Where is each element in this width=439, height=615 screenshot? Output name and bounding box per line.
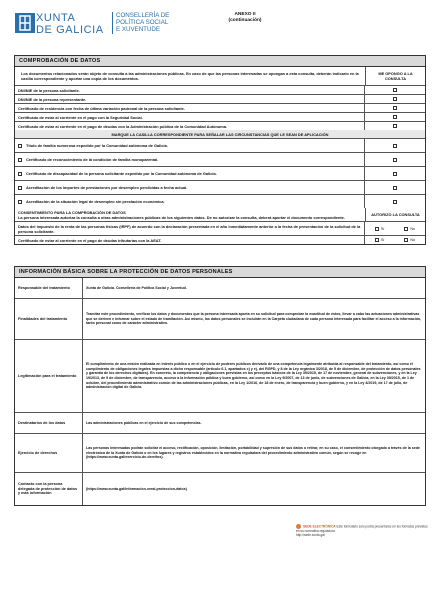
circumstance-label: Certificado de discapacidad de la persona solicitante expedido por la Comunidad autónoma de Galicia. [26, 171, 217, 176]
circumstance-label: Certificado de reconocimiento de la condición de familia monoparental. [26, 157, 159, 162]
circumstance-label: Acreditación de los importes de prestaciones por desempleo percibidas a fecha actual. [26, 185, 188, 190]
circumstance-checkbox[interactable] [18, 186, 22, 190]
no-checkbox[interactable] [404, 227, 408, 231]
yes-option[interactable] [375, 238, 384, 242]
yes-no-cell [364, 236, 425, 244]
table-row [15, 95, 425, 104]
table-row [15, 181, 425, 195]
no-label: No [410, 226, 415, 231]
table-row [15, 473, 425, 505]
intro-text: Los documentos relacionados serán objeto de consulta a las administraciones públicas. En caso de que las personas interesadas se opongan a esta consulta, deberán indicarlo en la casilla correspondiente y aportar una copia de los documentos. [21, 71, 359, 81]
footer-url[interactable]: http://sede.xunta.gal [296, 533, 325, 537]
auth-header: CONSENTIMIENTO PARA LA COMPROBACIÓN DE DATOS [18, 209, 126, 215]
yes-no-cell [364, 222, 425, 235]
oppose-row-label: DNI/NIE de la persona representante. [18, 96, 87, 102]
table-row [15, 434, 425, 473]
oppose-checkbox[interactable] [393, 124, 397, 128]
table-row [15, 122, 425, 130]
circumstance-label: Título de familia numerosa expedido por la Comunidad autónoma de Galicia. [26, 143, 168, 148]
authorize-rows [15, 222, 425, 244]
privacy-row-text: El cumplimiento de una misión realizada en interés público o en el ejercicio de poderes públicos derivado de una competencia legalmente atribuida al responsable del tratamiento, así como el cumplimiento de obligaciones legales impuestas a dicho responsable (artículo 6.1, apartados c) y e), del RGPD, y 8 de la Ley orgánica 3/2018, de 5 de diciembre, de protección de datos personales y garantía de los derechos digitales). En concreto, la competencia y obligaciones previstas en los preceptos básicos de la Ley 39/2015, de 17 de noviembre, general de subvenciones, y en la Ley 19/2013, de 9 de diciembre, de transparencia, acceso a la información pública y buen gobierno, así como en la Ley 9/2007, de 13 de junio, de subvenciones de Galicia, en la Ley 39/2015, de 1 de octubre, del procedimiento administrativo común de las administraciones públicas, en la Ley 1/2016, de 18 de enero, de transparencia y buen gobierno, y en la Ley 4/2019, de 17 de julio, de administración digital de Galicia. [86, 362, 421, 390]
oppose-checkbox-cell [364, 122, 425, 130]
annex-title: ANEXO II [234, 12, 256, 17]
circumstance-cell [15, 153, 364, 166]
table-row [15, 139, 425, 153]
privacy-table [14, 266, 426, 506]
circumstance-checkbox[interactable] [18, 200, 22, 204]
oppose-checkbox[interactable] [393, 106, 397, 110]
annex-heading [200, 12, 290, 24]
yes-option[interactable] [375, 227, 384, 231]
annex-subtitle: (continuación) [228, 18, 262, 23]
circumstance-checkbox[interactable] [18, 158, 22, 162]
privacy-title: INFORMACIÓN BÁSICA SOBRE LA PROTECCIÓN DE DATOS PERSONALES [15, 267, 425, 278]
privacy-row-label: Destinatarios de los datos [15, 413, 83, 433]
yes-label: Sí [380, 238, 385, 242]
circumstance-label: Acreditación de la situación legal de desempleo sin prestación económica. [26, 199, 165, 204]
table-row [15, 340, 425, 413]
table-row [15, 167, 425, 181]
oppose-checkbox[interactable] [393, 186, 397, 190]
privacy-row-label: Contacto con la persona delegada de protección de datos y más información [15, 473, 83, 505]
circumstance-cell [15, 139, 364, 152]
no-option[interactable] [404, 227, 415, 231]
oppose-checkbox[interactable] [393, 172, 397, 176]
footer-note [296, 524, 431, 537]
privacy-row-text: Las administraciones públicas en el ejercicio de sus competencias. [86, 420, 202, 425]
oppose-row-label: Certificado de estar al corriente en el pago con la Seguridad Social. [18, 114, 143, 120]
logo-line1: XUNTA [36, 12, 76, 24]
privacy-row-label: Ejercicio de derechos [15, 434, 83, 472]
privacy-row-label: Finalidades del tratamiento [15, 299, 83, 339]
oppose-checkbox[interactable] [393, 115, 397, 119]
sede-label: SEDE ELECTRÓNICA [303, 524, 336, 529]
authorize-row-label: Datos del impuesto de la renta de las personas físicas (IRPF) de acuerdo con la declaración presentada en el año inmediatamente anterior a la fecha de presentación de la solicitud de la persona solicitante. [18, 223, 361, 234]
auth-col-header: AUTORIZO LA CONSULTA [365, 208, 425, 221]
circumstance-rows [15, 139, 425, 208]
data-check-title: COMPROBACIÓN DE DATOS [15, 56, 425, 67]
oppose-checkbox-cell [364, 86, 425, 94]
oppose-checkbox[interactable] [393, 144, 397, 148]
auth-header-block [15, 208, 365, 221]
table-row [15, 278, 425, 299]
no-label: No [410, 238, 415, 242]
mark-header: MARQUE LA CASILLA CORRESPONDIENTE PARA SEÑALAR LAS CIRCUNSTANCIAS QUE LE SEAN DE APLICACIÓN [111, 131, 329, 137]
circumstance-oppose-cell [364, 195, 425, 208]
table-row [15, 195, 425, 208]
logo-name [36, 12, 104, 36]
circumstance-checkbox[interactable] [18, 172, 22, 176]
no-option[interactable] [404, 238, 415, 242]
oppose-checkbox-cell [364, 95, 425, 103]
circumstance-oppose-cell [364, 153, 425, 166]
data-check-table [14, 55, 426, 245]
privacy-row-text: (https://www.xunta.gal/informacion-xeral-proteccion-datos) [86, 486, 187, 491]
oppose-rows [15, 86, 425, 130]
oppose-checkbox[interactable] [393, 200, 397, 204]
privacy-row-label: Legitimación para el tratamiento [15, 340, 83, 412]
no-checkbox[interactable] [404, 238, 408, 242]
privacy-row-text: Tramitar este procedimiento, verificar los datos y documentos que la persona interesada aporta en su solicitud para comprobar la exactitud de éstos, llevar a cabo las actuaciones administrativas que se deriven e informar sobre el estado de tramitación. Así mismo, los datos personales se incluirán en la Carpeta ciudadana de cada persona interesada para facilitar el acceso a la información, tanto personal como de carácter administrativo. [86, 312, 422, 326]
circumstance-oppose-cell [364, 167, 425, 180]
circumstance-oppose-cell [364, 139, 425, 152]
intro-row [15, 67, 425, 86]
yes-label: Sí [380, 226, 385, 231]
logo-line2: DE GALICIA [36, 24, 104, 36]
auth-header-row [15, 208, 425, 222]
oppose-checkbox[interactable] [393, 88, 397, 92]
privacy-row-text: Las personas interesadas podrán solicitar el acceso, rectificación, oposición, limitación, portabilidad y supresión de sus datos o retirar, en su caso, el consentimiento otorgado a través de la sede electrónica de la Xunta de Galicia o en los lugares y registros establecidos en la normativa reguladora del procedimiento administrativo común, según se recoge en (https://www.xunta.gal/exercicio-de-dereitos). [86, 446, 420, 460]
oppose-checkbox-cell [364, 104, 425, 112]
table-row [15, 104, 425, 113]
auth-text: La persona interesada autoriza la consulta a otras administraciones públicas de los siguientes datos. De no autorizar la consulta, deberá aportar el documento correspondiente. [18, 214, 345, 220]
oppose-row-label: Certificado de residencia con fecha de última variación padronal de la persona solicitante. [18, 105, 185, 111]
circumstance-cell [15, 195, 364, 208]
authorize-row-label: Certificado de estar al corriente en el pago de deudas tributarias con la AEAT. [18, 237, 162, 243]
yes-checkbox[interactable] [375, 238, 379, 242]
table-row [15, 413, 425, 434]
circumstance-cell [15, 181, 364, 194]
xunta-logo [14, 10, 204, 54]
oppose-row-label: DNI/NIE de la persona solicitante. [18, 87, 80, 93]
table-row [15, 236, 425, 244]
xunta-emblem-icon [14, 12, 36, 34]
circumstance-oppose-cell [364, 181, 425, 194]
oppose-checkbox[interactable] [393, 97, 397, 101]
privacy-row-label: Responsable del tratamiento [15, 278, 83, 298]
privacy-row-text: Xunta de Galicia. Consellería de Política Social y Juventud. [86, 285, 187, 290]
mark-header-row [15, 130, 425, 139]
department-name: CONSELLERÍA DE POLÍTICA SOCIAL E XUVENTUDE [116, 12, 170, 34]
table-row [15, 113, 425, 122]
oppose-checkbox-cell [364, 113, 425, 121]
yes-checkbox[interactable] [375, 227, 379, 231]
table-row [15, 86, 425, 95]
privacy-rows [15, 278, 425, 505]
footer-text: Este formulario solo podrá presentarse en los formatos previstos en su normativa reguladora [296, 524, 428, 533]
logo-divider [112, 12, 113, 34]
table-row [15, 299, 425, 340]
table-row [15, 153, 425, 167]
table-row [15, 222, 425, 236]
circumstance-checkbox[interactable] [18, 144, 22, 148]
oppose-row-label: Certificado de estar al corriente en el pago de deudas con la Administración pública de la Comunidad Autónoma. [18, 123, 227, 129]
oppose-header: ME OPONGO A LA CONSULTA [365, 67, 425, 85]
circumstance-cell [15, 167, 364, 180]
oppose-checkbox[interactable] [393, 158, 397, 162]
